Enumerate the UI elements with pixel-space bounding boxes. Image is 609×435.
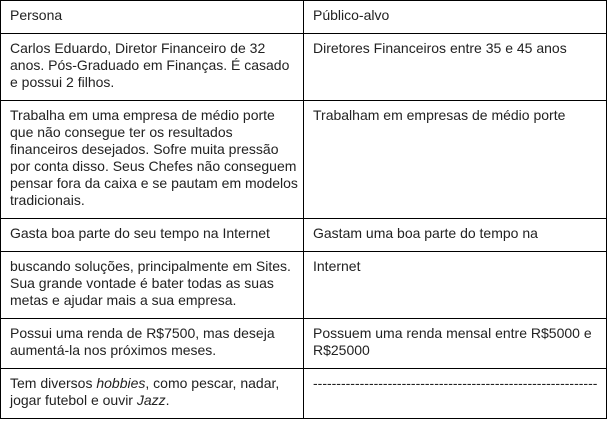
table-row (1, 219, 607, 252)
persona-text-italic: Jazz (136, 392, 166, 408)
persona-cell: buscando soluções, principalmente em Sites. Sua grande vontade é bater todas as suas metas e ajudar mais a sua empresa. (1, 252, 304, 319)
publico-cell: Gastam uma boa parte do tempo na (304, 219, 607, 252)
persona-text: Tem diversos (10, 375, 97, 391)
table-row (1, 252, 607, 319)
persona-text: , como pescar, nadar, jogar futebol e ouvir (10, 375, 280, 408)
persona-text: . (165, 392, 170, 408)
table-row (1, 369, 607, 419)
publico-cell: Trabalham em empresas de médio porte (304, 101, 607, 219)
persona-cell: Carlos Eduardo, Diretor Financeiro de 32 anos. Pós-Graduado em Finanças. É casado e possui 2 filhos. (1, 34, 304, 101)
table-header-row (1, 1, 607, 34)
persona-cell: Gasta boa parte do seu tempo na Internet (1, 219, 304, 252)
persona-cell (1, 369, 304, 419)
table-row (1, 101, 607, 219)
table-row (1, 319, 607, 369)
publico-cell: Diretores Financeiros entre 35 e 45 anos (304, 34, 607, 101)
header-persona: Persona (1, 1, 304, 34)
table-row (1, 34, 607, 101)
persona-cell: Possui uma renda de R$7500, mas deseja aumentá-la nos próximos meses. (1, 319, 304, 369)
header-publico-alvo: Público-alvo (304, 1, 607, 34)
publico-cell: ------------------------------------------------------------- (304, 369, 607, 419)
publico-cell: Possuem uma renda mensal entre R$5000 e R$25000 (304, 319, 607, 369)
persona-text-italic: hobbies (96, 375, 146, 391)
persona-cell: Trabalha em uma empresa de médio porte que não consegue ter os resultados financeiros desejados. Sofre muita pressão por conta disso. Seus Chefes não conseguem pensar fora da caixa e se pautam em modelos tradicionais. (1, 101, 304, 219)
publico-cell: Internet (304, 252, 607, 319)
